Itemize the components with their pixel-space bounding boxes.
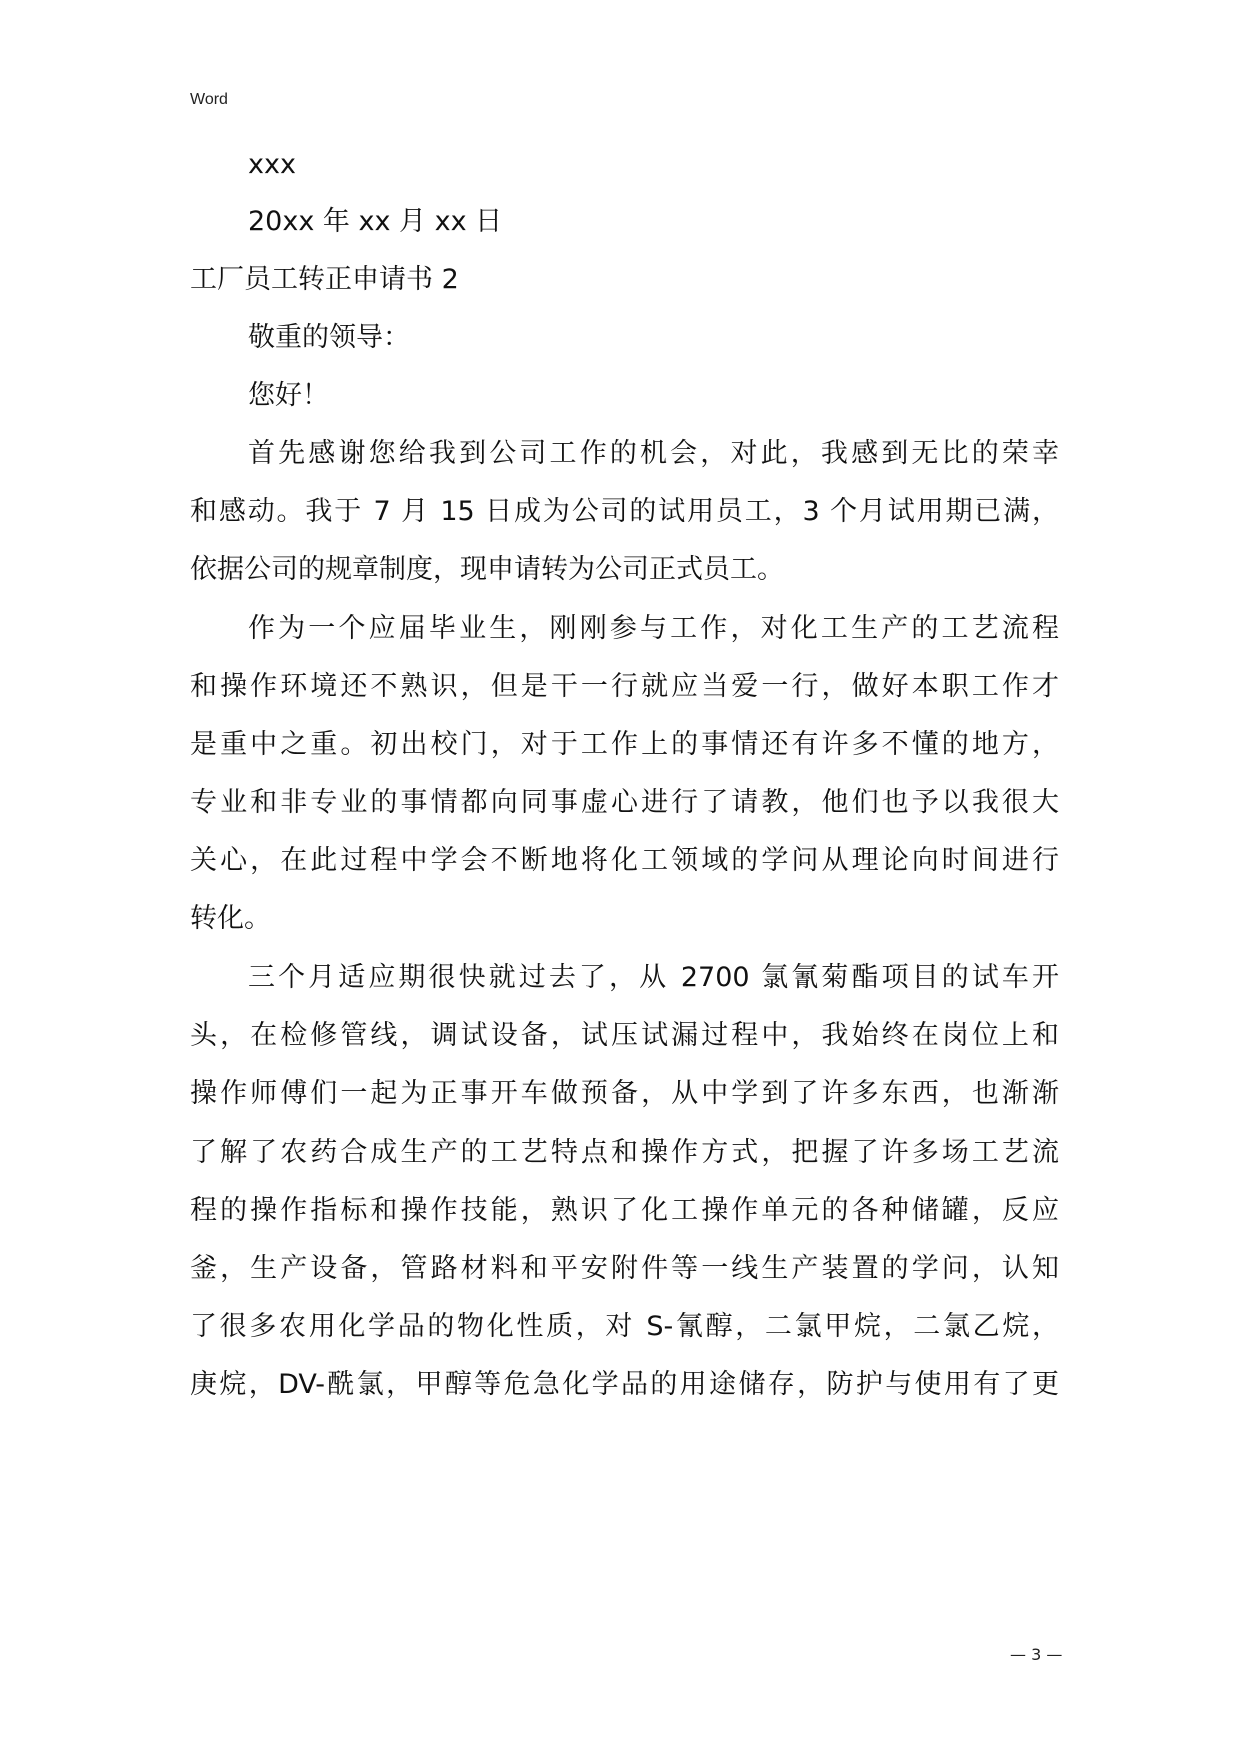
body-line: 是重中之重。初出校门，对于工作上的事情还有许多不懂的地方， bbox=[190, 729, 1059, 760]
body-line: 了解了农药合成生产的工艺特点和操作方式，把握了许多场工艺流 bbox=[190, 1137, 1059, 1168]
body-line: 转化。 bbox=[190, 903, 271, 934]
body-line: 三个月适应期很快就过去了，从 2700 氯氰菊酯项目的试车开 bbox=[248, 962, 1059, 993]
body-line: 依据公司的规章制度，现申请转为公司正式员工。 bbox=[190, 554, 784, 585]
body-line: 和感动。我于 7 月 15 日成为公司的试用员工，3 个月试用期已满， bbox=[190, 496, 1059, 527]
body-line: 操作师傅们一起为正事开车做预备，从中学到了许多东西，也渐渐 bbox=[190, 1078, 1059, 1109]
body-line: 关心，在此过程中学会不断地将化工领域的学问从理论向时间进行 bbox=[190, 845, 1059, 876]
body-line: 程的操作指标和操作技能，熟识了化工操作单元的各种储罐，反应 bbox=[190, 1195, 1059, 1226]
greeting: 您好！ bbox=[248, 380, 329, 411]
body-line: 和操作环境还不熟识，但是干一行就应当爱一行，做好本职工作才 bbox=[190, 671, 1059, 702]
body-line: 庚烷，DV-酰氯，甲醇等危急化学品的用途储存，防护与使用有了更 bbox=[190, 1369, 1059, 1400]
body-line: 作为一个应届毕业生，刚刚参与工作，对化工生产的工艺流程 bbox=[248, 613, 1059, 644]
body-line: 头，在检修管线，调试设备，试压试漏过程中，我始终在岗位上和 bbox=[190, 1020, 1059, 1051]
body-line: 釜，生产设备，管路材料和平安附件等一线生产装置的学问，认知 bbox=[190, 1253, 1059, 1284]
header-label: Word bbox=[190, 91, 228, 108]
body-line: 专业和非专业的事情都向同事虚心进行了请教，他们也予以我很大 bbox=[190, 787, 1059, 818]
date-line: 20xx 年 xx 月 xx 日 bbox=[248, 206, 503, 237]
body-line: 了很多农用化学品的物化性质，对 S-氰醇，二氯甲烷，二氯乙烷， bbox=[190, 1311, 1059, 1342]
body-line: 首先感谢您给我到公司工作的机会，对此，我感到无比的荣幸 bbox=[248, 438, 1059, 469]
document-title: 工厂员工转正申请书 2 bbox=[190, 264, 459, 295]
page-number: — 3 — bbox=[1010, 1645, 1063, 1664]
signature: xxx bbox=[248, 149, 296, 180]
salutation: 敬重的领导： bbox=[248, 322, 410, 353]
